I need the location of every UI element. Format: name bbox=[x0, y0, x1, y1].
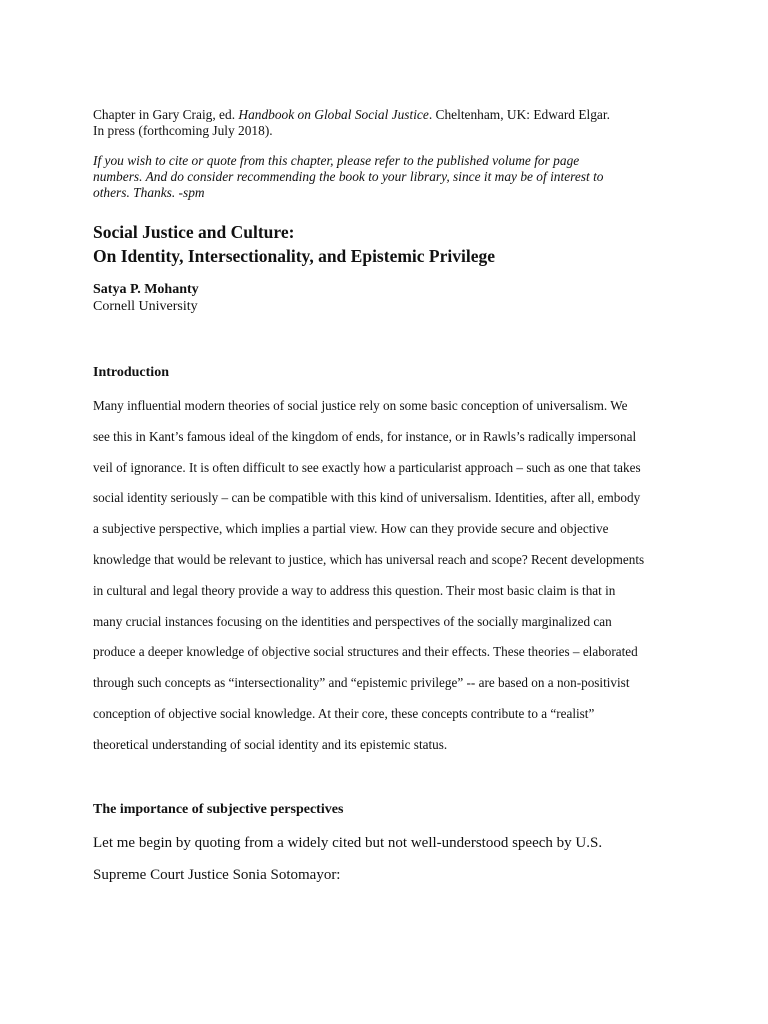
text-line: see this in Kant’s famous ideal of the kingdom of ends, for instance, or in Rawls’s radically impersonal bbox=[93, 428, 637, 444]
title-line-1: Social Justice and Culture: bbox=[93, 222, 295, 242]
author-name: Satya P. Mohanty bbox=[93, 282, 199, 297]
book-title: Handbook on Global Social Justice bbox=[238, 107, 429, 122]
chapter-title bbox=[93, 220, 683, 268]
text-line: social identity seriously – can be compatible with this kind of universalism. Identities, after all, embody bbox=[93, 490, 641, 506]
publication-note bbox=[93, 107, 683, 139]
author-affiliation: Cornell University bbox=[93, 299, 198, 314]
text-line: Supreme Court Justice Sonia Sotomayor: bbox=[93, 867, 341, 883]
pub-status: In press (forthcoming July 2018). bbox=[93, 123, 273, 138]
section-heading-introduction: Introduction bbox=[93, 365, 169, 380]
text-line: veil of ignorance. It is often difficult to see exactly how a particularist approach – such as one that takes bbox=[93, 459, 641, 475]
introduction-paragraph bbox=[93, 397, 693, 767]
section-heading-subjective-perspectives: The importance of subjective perspectives bbox=[93, 802, 344, 817]
text-line: conception of objective social knowledge. At their core, these concepts contribute to a “realist” bbox=[93, 705, 595, 721]
text-line: produce a deeper knowledge of objective social structures and their effects. These theories – elaborated bbox=[93, 644, 638, 660]
subjective-perspectives-paragraph bbox=[93, 833, 693, 897]
pub-suffix: . Cheltenham, UK: Edward Elgar. bbox=[428, 107, 610, 122]
title-line-2: On Identity, Intersectionality, and Epistemic Privilege bbox=[93, 246, 495, 266]
text-line: theoretical understanding of social identity and its epistemic status. bbox=[93, 736, 448, 752]
text-line: through such concepts as “intersectionality” and “epistemic privilege” -- are based on a non-positivist bbox=[93, 675, 630, 691]
text-line: Let me begin by quoting from a widely cited but not well-understood speech by U.S. bbox=[93, 835, 603, 851]
text-line: in cultural and legal theory provide a way to address this question. Their most basic claim is that in bbox=[93, 582, 616, 598]
text-line: Many influential modern theories of social justice rely on some basic conception of universalism. We bbox=[93, 398, 628, 413]
text-line: many crucial instances focusing on the identities and perspectives of the socially marginalized can bbox=[93, 613, 612, 629]
text-line: knowledge that would be relevant to justice, which has universal reach and scope? Recent developments bbox=[93, 551, 645, 567]
pub-prefix: Chapter in Gary Craig, ed. bbox=[93, 107, 239, 122]
author-block bbox=[93, 281, 199, 315]
citation-note bbox=[93, 153, 683, 201]
cite-line: numbers. And do consider recommending the book to your library, since it may be of interest to bbox=[93, 169, 604, 184]
cite-line: If you wish to cite or quote from this chapter, please refer to the published volume for page bbox=[93, 153, 580, 168]
text-line: a subjective perspective, which implies a partial view. How can they provide secure and objective bbox=[93, 521, 609, 537]
cite-line: others. Thanks. -spm bbox=[93, 185, 205, 200]
